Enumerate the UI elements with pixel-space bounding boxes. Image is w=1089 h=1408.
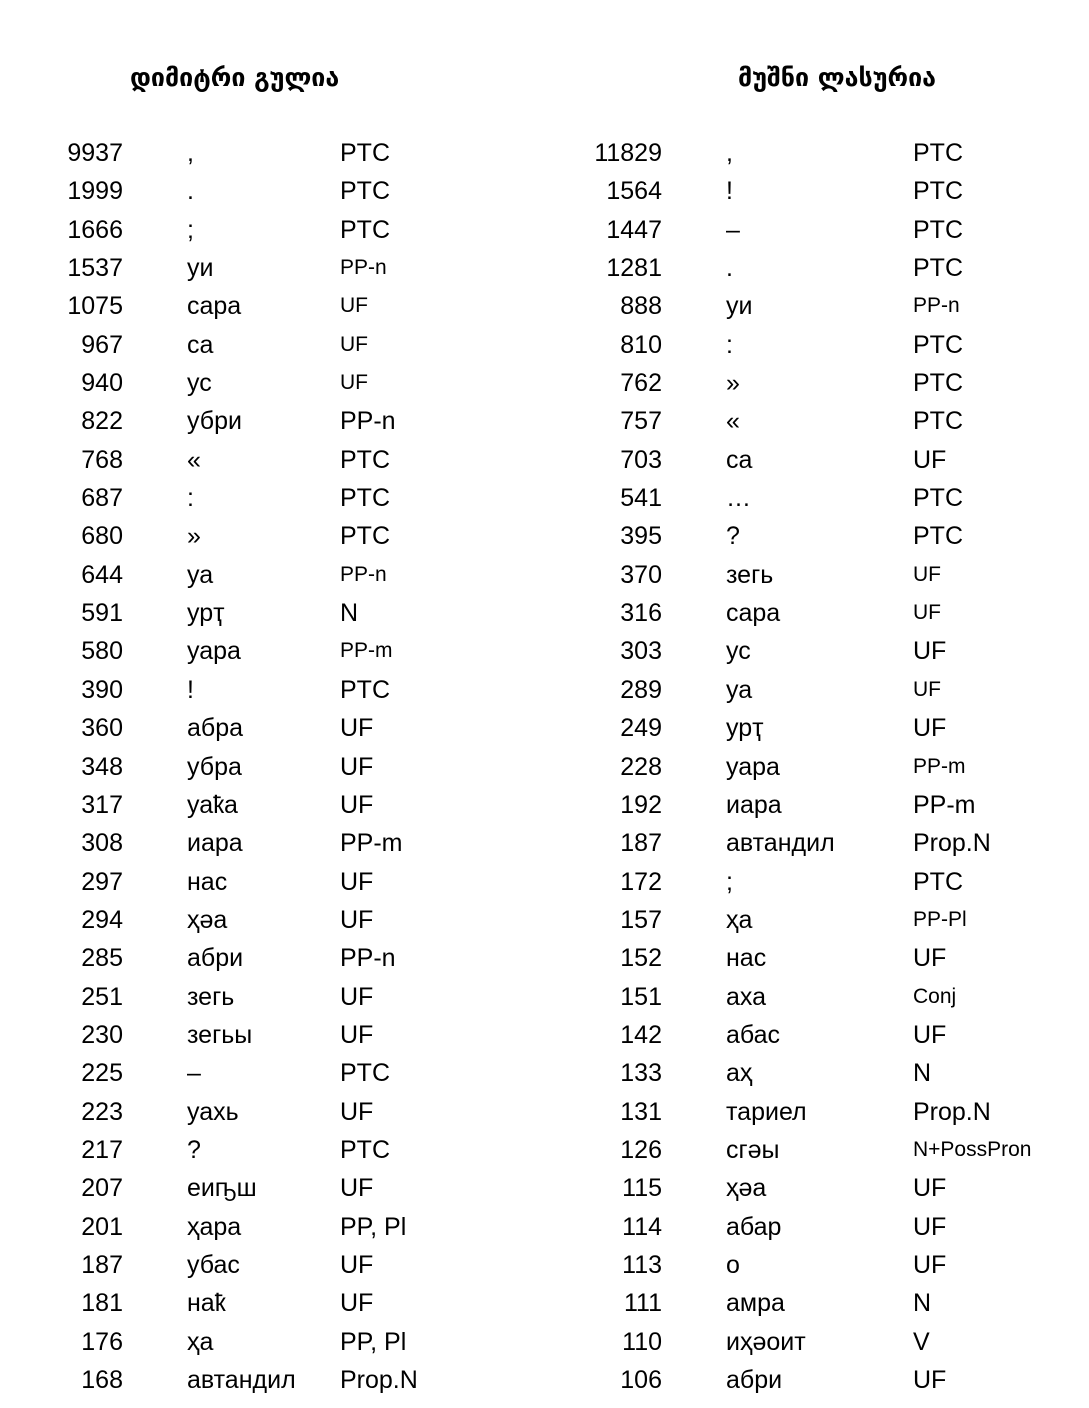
word-form: зегьы bbox=[187, 1020, 253, 1049]
pos-tag: PTC bbox=[913, 522, 963, 551]
word-form: автандил bbox=[187, 1366, 296, 1394]
right-frequency-table bbox=[555, 134, 1075, 1399]
table-row bbox=[555, 249, 1075, 287]
table-row bbox=[555, 671, 1075, 709]
pos-tag: UF bbox=[340, 1250, 374, 1279]
table-row bbox=[40, 326, 510, 364]
frequency-count: 113 bbox=[622, 1250, 662, 1279]
table-row bbox=[40, 249, 510, 287]
table-row bbox=[555, 594, 1075, 632]
frequency-count: 106 bbox=[620, 1366, 662, 1394]
word-form: иҳәоит bbox=[726, 1327, 806, 1356]
table-row bbox=[555, 556, 1075, 594]
frequency-count: 115 bbox=[622, 1174, 662, 1203]
word-form: убра bbox=[187, 752, 242, 781]
pos-tag: UF bbox=[340, 1289, 374, 1318]
frequency-count: 644 bbox=[81, 560, 123, 589]
table-row bbox=[40, 1361, 510, 1399]
table-row bbox=[555, 978, 1075, 1016]
frequency-count: 142 bbox=[620, 1020, 662, 1049]
word-form: : bbox=[187, 484, 194, 513]
table-row bbox=[40, 1093, 510, 1131]
frequency-count: 1999 bbox=[67, 177, 123, 206]
frequency-count: 348 bbox=[81, 752, 123, 781]
frequency-count: 687 bbox=[81, 484, 123, 513]
word-form: « bbox=[187, 445, 201, 474]
table-row bbox=[555, 517, 1075, 555]
pos-tag: PTC bbox=[913, 369, 963, 398]
frequency-count: 762 bbox=[620, 369, 662, 398]
frequency-count: 225 bbox=[81, 1059, 123, 1088]
frequency-count: 181 bbox=[81, 1289, 123, 1318]
table-row bbox=[40, 863, 510, 901]
word-form: амра bbox=[726, 1289, 785, 1318]
pos-tag: PTC bbox=[340, 1135, 390, 1164]
word-form: абар bbox=[726, 1212, 782, 1241]
pos-tag: PP, Pl bbox=[340, 1212, 407, 1241]
table-row bbox=[555, 1054, 1075, 1092]
table-row bbox=[555, 748, 1075, 786]
word-form: » bbox=[726, 369, 740, 398]
word-form: « bbox=[726, 407, 740, 436]
table-row bbox=[40, 978, 510, 1016]
word-form: ! bbox=[187, 675, 194, 704]
pos-tag: UF bbox=[340, 294, 368, 318]
frequency-count: 317 bbox=[81, 790, 123, 819]
word-form: ! bbox=[726, 177, 733, 206]
frequency-count: 390 bbox=[81, 675, 123, 704]
word-form: ҳара bbox=[187, 1212, 242, 1241]
table-row bbox=[40, 1208, 510, 1246]
pos-tag: UF bbox=[913, 637, 947, 666]
table-row bbox=[40, 441, 510, 479]
frequency-count: 316 bbox=[620, 599, 662, 628]
table-row bbox=[555, 1361, 1075, 1399]
pos-tag: PTC bbox=[913, 177, 963, 206]
table-row bbox=[40, 671, 510, 709]
word-form: уа bbox=[187, 560, 214, 589]
word-form: уи bbox=[726, 292, 753, 321]
pos-tag: UF bbox=[913, 562, 941, 586]
frequency-count: 228 bbox=[620, 752, 662, 781]
word-form: иара bbox=[187, 829, 243, 858]
pos-tag: UF bbox=[913, 1366, 947, 1394]
frequency-count: 541 bbox=[620, 484, 662, 513]
pos-tag: UF bbox=[340, 332, 368, 356]
pos-tag: PP-m bbox=[340, 829, 403, 858]
frequency-count: 768 bbox=[81, 445, 123, 474]
pos-tag: UF bbox=[913, 1212, 947, 1241]
table-row bbox=[555, 709, 1075, 747]
table-row bbox=[555, 1208, 1075, 1246]
pos-tag: Conj bbox=[913, 984, 957, 1008]
frequency-count: 395 bbox=[620, 522, 662, 551]
pos-tag: UF bbox=[340, 905, 374, 934]
frequency-count: 703 bbox=[620, 445, 662, 474]
frequency-count: 810 bbox=[620, 330, 662, 359]
frequency-count: 285 bbox=[81, 944, 123, 973]
frequency-count: 680 bbox=[81, 522, 123, 551]
right-column-heading: მუშნი ლასურია bbox=[738, 63, 937, 92]
table-row bbox=[555, 1093, 1075, 1131]
pos-tag: PTC bbox=[340, 445, 390, 474]
pos-tag: PTC bbox=[340, 675, 390, 704]
table-row bbox=[40, 134, 510, 172]
table-row bbox=[40, 172, 510, 210]
frequency-count: 1281 bbox=[606, 254, 662, 283]
word-form: са bbox=[726, 445, 753, 474]
word-form: сара bbox=[726, 599, 781, 628]
pos-tag: UF bbox=[913, 714, 947, 743]
word-form: нас bbox=[726, 944, 767, 973]
pos-tag: PP-m bbox=[340, 639, 393, 663]
frequency-count: 1537 bbox=[67, 254, 123, 283]
frequency-count: 157 bbox=[620, 905, 662, 934]
word-form: … bbox=[726, 484, 751, 513]
word-form: о bbox=[726, 1250, 740, 1279]
pos-tag: UF bbox=[913, 1020, 947, 1049]
pos-tag: UF bbox=[913, 1174, 947, 1203]
frequency-count: 230 bbox=[81, 1020, 123, 1049]
frequency-count: 303 bbox=[620, 637, 662, 666]
word-form: са bbox=[187, 330, 214, 359]
pos-tag: UF bbox=[340, 371, 368, 395]
pos-tag: PTC bbox=[340, 177, 390, 206]
frequency-count: 133 bbox=[620, 1059, 662, 1088]
pos-tag: UF bbox=[340, 714, 374, 743]
pos-tag: N bbox=[340, 599, 359, 628]
table-row bbox=[555, 326, 1075, 364]
table-row bbox=[40, 402, 510, 440]
word-form: ҳәа bbox=[187, 905, 228, 934]
word-form: уаҟа bbox=[187, 790, 238, 819]
frequency-count: 11829 bbox=[594, 139, 662, 167]
word-form: нас bbox=[187, 867, 228, 896]
frequency-count: 757 bbox=[620, 407, 662, 436]
word-form: ҳа bbox=[726, 905, 753, 934]
table-row bbox=[40, 211, 510, 249]
table-row bbox=[40, 1323, 510, 1361]
pos-tag: Prop.N bbox=[913, 829, 991, 858]
frequency-count: 940 bbox=[81, 369, 123, 398]
pos-tag: PTC bbox=[340, 484, 390, 513]
pos-tag: PP-Pl bbox=[913, 907, 967, 931]
word-form: ҳәа bbox=[726, 1174, 767, 1203]
pos-tag: PP, Pl bbox=[340, 1327, 407, 1356]
word-form: : bbox=[726, 330, 733, 359]
frequency-count: 308 bbox=[81, 829, 123, 858]
word-form: уахь bbox=[187, 1097, 239, 1126]
frequency-count: 249 bbox=[620, 714, 662, 743]
word-form: иара bbox=[726, 790, 782, 819]
frequency-count: 967 bbox=[81, 330, 123, 359]
table-row bbox=[555, 824, 1075, 862]
word-form: ? bbox=[726, 522, 740, 551]
table-row bbox=[555, 364, 1075, 402]
table-row bbox=[40, 786, 510, 824]
word-form: . bbox=[726, 254, 733, 283]
pos-tag: UF bbox=[340, 790, 374, 819]
pos-tag: UF bbox=[913, 944, 947, 973]
pos-tag: PTC bbox=[913, 407, 963, 436]
frequency-count: 1075 bbox=[67, 292, 123, 321]
frequency-count: 152 bbox=[620, 944, 662, 973]
frequency-count: 9937 bbox=[67, 139, 123, 167]
pos-tag: N+PossPron bbox=[913, 1137, 1032, 1161]
table-row bbox=[555, 211, 1075, 249]
frequency-count: 294 bbox=[81, 905, 123, 934]
word-form: ; bbox=[187, 215, 194, 244]
table-row bbox=[555, 1323, 1075, 1361]
word-form: аха bbox=[726, 982, 767, 1011]
word-form: ус bbox=[726, 637, 751, 666]
word-form: абра bbox=[187, 714, 244, 743]
pos-tag: PTC bbox=[913, 215, 963, 244]
table-row bbox=[555, 1246, 1075, 1284]
word-form: уара bbox=[187, 637, 241, 666]
frequency-count: 251 bbox=[81, 982, 123, 1011]
frequency-count: 360 bbox=[81, 714, 123, 743]
table-row bbox=[40, 556, 510, 594]
pos-tag: UF bbox=[340, 982, 374, 1011]
word-form: абри bbox=[187, 944, 244, 973]
pos-tag: PP-n bbox=[913, 294, 960, 318]
frequency-count: 168 bbox=[81, 1366, 123, 1394]
table-row bbox=[40, 824, 510, 862]
word-form: сара bbox=[187, 292, 242, 321]
pos-tag: PTC bbox=[913, 254, 963, 283]
word-form: автандил bbox=[726, 829, 835, 858]
table-row bbox=[40, 1169, 510, 1207]
word-form: уара bbox=[726, 752, 780, 781]
frequency-count: 111 bbox=[623, 1289, 662, 1318]
pos-tag: Prop.N bbox=[340, 1366, 418, 1394]
table-row bbox=[555, 402, 1075, 440]
word-form: , bbox=[726, 139, 733, 167]
frequency-count: 217 bbox=[81, 1135, 123, 1164]
table-row bbox=[555, 786, 1075, 824]
pos-tag: UF bbox=[340, 1020, 374, 1049]
table-row bbox=[40, 1284, 510, 1322]
word-form: зегь bbox=[726, 560, 774, 589]
frequency-count: 297 bbox=[81, 867, 123, 896]
table-row bbox=[555, 863, 1075, 901]
word-form: уа bbox=[726, 675, 753, 704]
pos-tag: UF bbox=[913, 445, 947, 474]
word-form: ; bbox=[726, 867, 733, 896]
word-form: урҭ bbox=[187, 599, 225, 628]
frequency-count: 822 bbox=[81, 407, 123, 436]
frequency-count: 888 bbox=[620, 292, 662, 321]
table-row bbox=[555, 1016, 1075, 1054]
table-row bbox=[555, 479, 1075, 517]
frequency-count: 207 bbox=[81, 1174, 123, 1203]
pos-tag: PP-n bbox=[340, 407, 396, 436]
pos-tag: PP-m bbox=[913, 754, 966, 778]
table-row bbox=[40, 632, 510, 670]
pos-tag: N bbox=[913, 1289, 932, 1318]
word-form: еиҧш bbox=[187, 1174, 257, 1203]
pos-tag: N bbox=[913, 1059, 932, 1088]
word-form: убас bbox=[187, 1250, 240, 1279]
word-form: – bbox=[187, 1059, 201, 1088]
frequency-count: 131 bbox=[620, 1097, 662, 1126]
pos-tag: PTC bbox=[913, 139, 963, 167]
pos-tag: PTC bbox=[340, 139, 390, 167]
pos-tag: PTC bbox=[913, 867, 963, 896]
table-row bbox=[555, 632, 1075, 670]
frequency-count: 591 bbox=[81, 599, 123, 628]
table-row bbox=[555, 172, 1075, 210]
word-form: абас bbox=[726, 1020, 781, 1049]
pos-tag: UF bbox=[913, 1250, 947, 1279]
table-row bbox=[555, 134, 1075, 172]
pos-tag: PTC bbox=[913, 330, 963, 359]
frequency-count: 151 bbox=[620, 982, 662, 1011]
pos-tag: UF bbox=[340, 867, 374, 896]
frequency-count: 1564 bbox=[606, 177, 662, 206]
word-form: убри bbox=[187, 407, 242, 436]
word-form: абри bbox=[726, 1366, 783, 1394]
table-row bbox=[40, 517, 510, 555]
pos-tag: PTC bbox=[340, 215, 390, 244]
word-form: тариел bbox=[726, 1097, 807, 1126]
word-form: урҭ bbox=[726, 714, 764, 743]
table-row bbox=[555, 441, 1075, 479]
word-form: ҳа bbox=[187, 1327, 214, 1356]
frequency-count: 580 bbox=[81, 637, 123, 666]
table-row bbox=[555, 901, 1075, 939]
frequency-count: 172 bbox=[620, 867, 662, 896]
pos-tag: PTC bbox=[340, 522, 390, 551]
left-column-heading: დიმიტრი გულია bbox=[130, 63, 340, 92]
table-row bbox=[40, 939, 510, 977]
table-row bbox=[40, 479, 510, 517]
table-row bbox=[40, 287, 510, 325]
word-form: . bbox=[187, 177, 194, 206]
table-row bbox=[555, 1131, 1075, 1169]
pos-tag: UF bbox=[913, 601, 941, 625]
pos-tag: PTC bbox=[340, 1059, 390, 1088]
word-form: аҳ bbox=[726, 1059, 753, 1088]
word-form: зегь bbox=[187, 982, 235, 1011]
table-row bbox=[555, 939, 1075, 977]
table-row bbox=[40, 594, 510, 632]
table-row bbox=[40, 1131, 510, 1169]
pos-tag: UF bbox=[340, 1174, 374, 1203]
frequency-count: 1666 bbox=[67, 215, 123, 244]
frequency-count: 223 bbox=[81, 1097, 123, 1126]
table-row bbox=[555, 287, 1075, 325]
pos-tag: UF bbox=[340, 1097, 374, 1126]
word-form: – bbox=[726, 215, 740, 244]
frequency-count: 201 bbox=[81, 1212, 123, 1241]
frequency-count: 370 bbox=[620, 560, 662, 589]
table-row bbox=[40, 748, 510, 786]
table-row bbox=[40, 901, 510, 939]
pos-tag: PP-m bbox=[913, 790, 976, 819]
table-row bbox=[40, 1016, 510, 1054]
pos-tag: UF bbox=[913, 677, 941, 701]
word-form: сгәы bbox=[726, 1135, 780, 1164]
frequency-count: 1447 bbox=[606, 215, 662, 244]
frequency-count: 110 bbox=[622, 1327, 662, 1356]
pos-tag: PP-n bbox=[340, 256, 387, 280]
word-form: , bbox=[187, 139, 194, 167]
word-form: уи bbox=[187, 254, 214, 283]
frequency-count: 187 bbox=[620, 829, 662, 858]
pos-tag: Prop.N bbox=[913, 1097, 991, 1126]
table-row bbox=[40, 1054, 510, 1092]
frequency-count: 176 bbox=[81, 1327, 123, 1356]
left-frequency-table bbox=[40, 134, 510, 1399]
word-form: ? bbox=[187, 1135, 201, 1164]
word-form: » bbox=[187, 522, 201, 551]
table-row bbox=[40, 1246, 510, 1284]
table-row bbox=[40, 364, 510, 402]
pos-tag: V bbox=[913, 1327, 930, 1356]
frequency-count: 187 bbox=[81, 1250, 123, 1279]
frequency-count: 289 bbox=[620, 675, 662, 704]
table-row bbox=[555, 1284, 1075, 1322]
frequency-count: 126 bbox=[620, 1135, 662, 1164]
frequency-count: 192 bbox=[620, 790, 662, 819]
table-row bbox=[40, 709, 510, 747]
pos-tag: PP-n bbox=[340, 562, 387, 586]
pos-tag: PP-n bbox=[340, 944, 396, 973]
frequency-count: 114 bbox=[622, 1212, 662, 1241]
pos-tag: UF bbox=[340, 752, 374, 781]
table-row bbox=[555, 1169, 1075, 1207]
pos-tag: PTC bbox=[913, 484, 963, 513]
word-form: ус bbox=[187, 369, 212, 398]
word-form: наҟ bbox=[187, 1289, 226, 1318]
